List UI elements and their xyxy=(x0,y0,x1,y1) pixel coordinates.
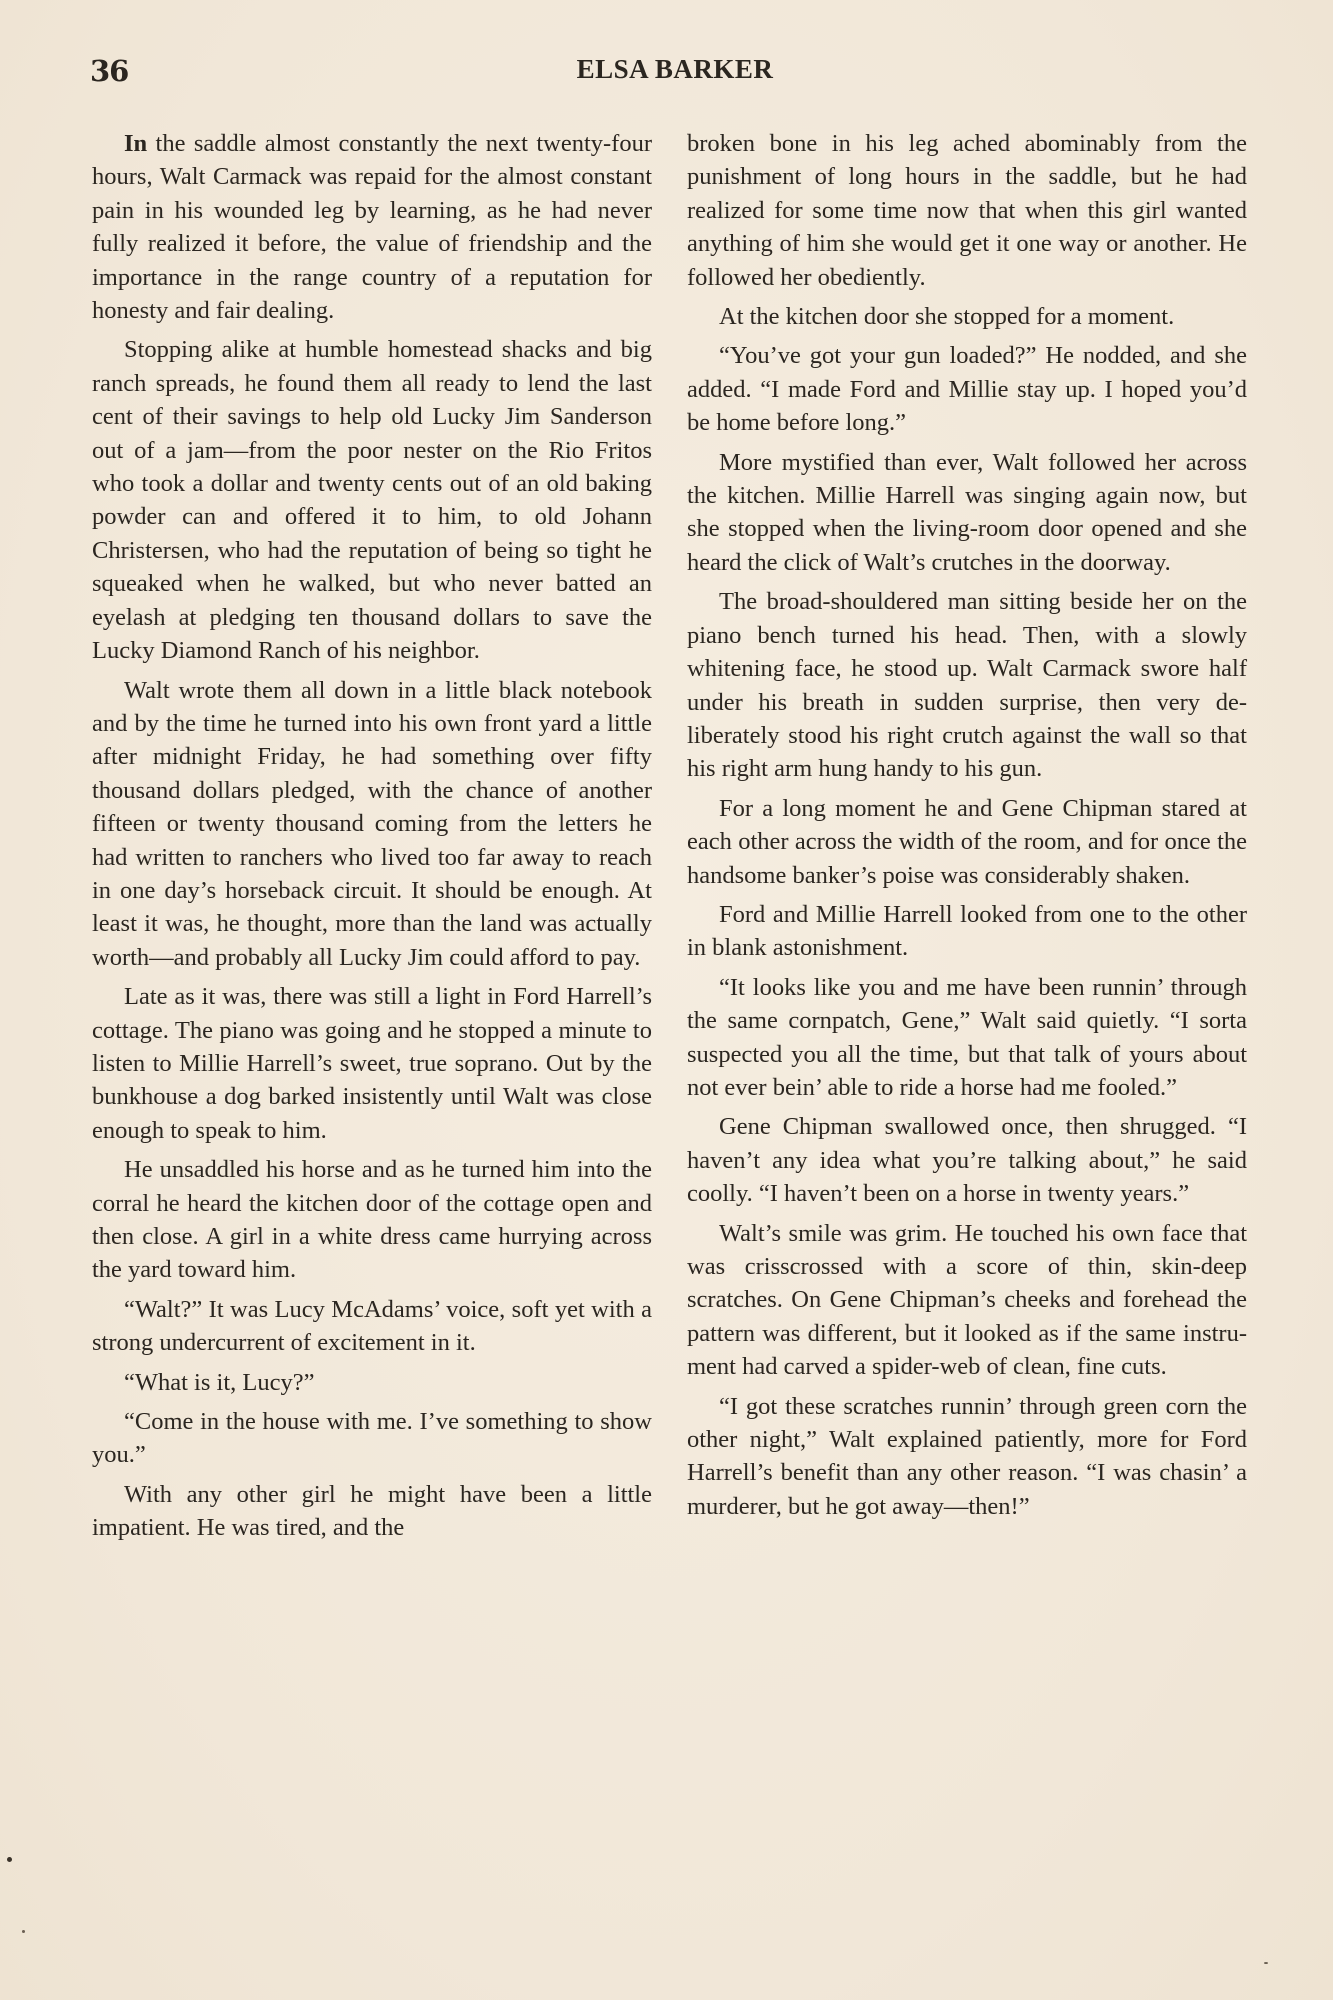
ink-speck xyxy=(22,1930,25,1933)
paragraph: He unsaddled his horse and as he turned him into the corral he heard the kitchen door of the cottage open and then close. A girl in a white dress came hurrying across the yard toward him. xyxy=(92,1156,652,1284)
paragraph: Walt’s smile was grim. He touched his own face that was crisscrossed with a score of thin, skin-deep scratches. On Gene Chipman’s cheeks and forehead the pattern was different, but it looked as if the same instrument had carved a spider-web of clean, fine cuts. xyxy=(687,1219,1247,1381)
paragraph: Gene Chipman swallowed once, then shrugged. “I haven’t any idea what you’re talking about,” he said coolly. “I haven’t been on a horse in twenty years.” xyxy=(687,1113,1247,1208)
paragraph: “I got these scratches runnin’ through green corn the other night,” Walt explained patiently, more for Ford Harrell’s benefit than any other reason. “I was chasin’ a murderer, but he got away—then!” xyxy=(687,1392,1247,1520)
paragraph: The broad-shouldered man sitting beside her on the piano bench turned his head. Then, with a slowly whitening face, he stood up. Walt Carmack swore half under his breath in sudden surprise, then very deliberately stood his right crutch against the wall so that his right arm hung handy to his gun. xyxy=(687,588,1247,783)
paragraph: For a long moment he and Gene Chipman stared at each other across the width of the room, and for once the handsome banker’s poise was considerably shaken. xyxy=(687,794,1247,889)
paragraph: Stopping alike at humble homestead shacks and big ranch spreads, he found them all ready to lend the last cent of their savings to help old Lucky Jim Sanderson out of a jam—from the poor nester on the Rio Fritos who took a dollar and twenty cents out of an old baking powder can and offered it to him, to old Johann Christersen, who had the reputation of being so tight he squeaked when he walked, but who never batted an eyelash at pledging ten thousand dollars to save the Lucky Diamond Ranch of his neighbor. xyxy=(92,336,652,665)
ink-speck xyxy=(7,1857,12,1862)
ink-speck xyxy=(1264,1962,1268,1964)
page-number: 36 xyxy=(90,54,129,88)
paragraph-text: the saddle almost constantly the next twenty-four hours, Walt Carmack was repaid for the almost constant pain in his wounded leg by learning, as he had never fully realized it before, the value of friendship and the importance in the range country of a reputation for honesty and fair dealing. xyxy=(92,130,652,325)
left-column xyxy=(92,127,652,1551)
paragraph: More mystified than ever, Walt followed her across the kitchen. Millie Harrell was singing again now, but she stopped when the living-room door opened and she heard the click of Walt’s crutches in the doorway. xyxy=(687,448,1247,576)
paragraph: “Come in the house with me. I’ve something to show you.” xyxy=(92,1408,652,1469)
paragraph: “It looks like you and me have been runnin’ through the same cornpatch, Gene,” Walt said quietly. “I sorta suspected you all the time, but that talk of yours about not ever bein’ able to ride a horse had me fooled.” xyxy=(687,973,1247,1101)
paragraph-continued: broken bone in his leg ached abominably from the punishment of long hours in the saddle, but he had realized for some time now that when this girl wanted anything of him she would get it one way or another. He followed her obediently. xyxy=(687,130,1247,291)
paragraph xyxy=(92,127,652,327)
paragraph: Walt wrote them all down in a little black notebook and by the time he turned into his own front yard a little after midnight Friday, he had something over fifty thousand dollars pledged, with the chance of another fifteen or twenty thousand coming from the letters he had written to ranchers who lived too far away to reach in one day’s horseback circuit. It should be enough. At least it was, he thought, more than the land was actually worth—and probably all Lucky Jim could afford to pay. xyxy=(92,676,652,971)
paragraph: “You’ve got your gun loaded?” He nodded, and she added. “I made Ford and Millie stay up. I hoped you’d be home before long.” xyxy=(687,342,1247,437)
paragraph: “Walt?” It was Lucy McAdams’ voice, soft yet with a strong undercurrent of excitement in it. xyxy=(92,1295,652,1357)
paragraph: Late as it was, there was still a light in Ford Harrell’s cottage. The piano was going and he stopped a minute to listen to Millie Harrell’s sweet, true soprano. Out by the bunkhouse a dog barked insistently until Walt was close enough to speak to him. xyxy=(92,983,652,1144)
paragraph: “What is it, Lucy?” xyxy=(124,1368,315,1396)
lead-in-word: In xyxy=(124,130,148,157)
right-column xyxy=(687,127,1247,1529)
running-title: ELSA BARKER xyxy=(576,54,774,84)
paragraph: With any other girl he might have been a little impatient. He was tired, and the xyxy=(92,1480,652,1542)
running-head xyxy=(90,48,1240,88)
paragraph: At the kitchen door she stopped for a moment. xyxy=(719,303,1175,331)
paragraph: Ford and Millie Harrell looked from one to the other in blank astonishment. xyxy=(687,900,1247,962)
